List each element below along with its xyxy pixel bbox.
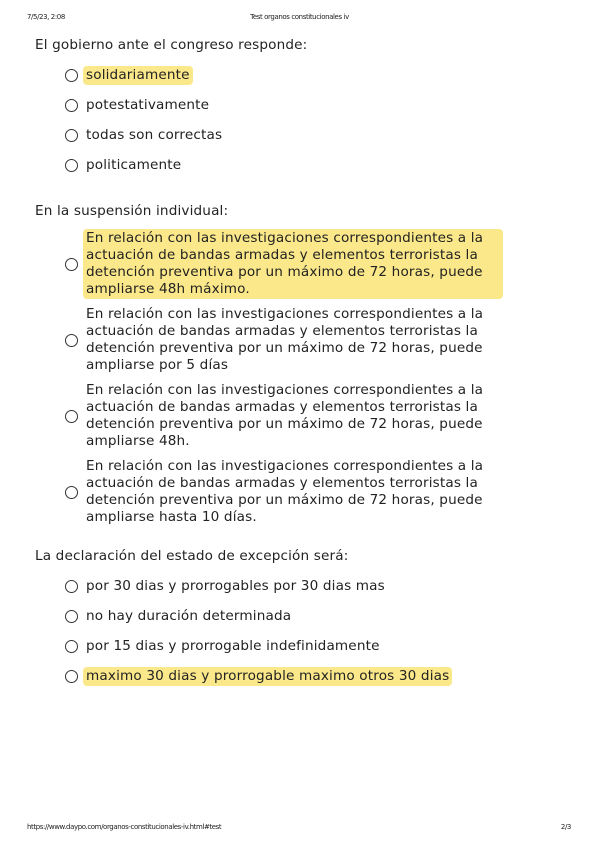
answer-label: por 15 dias y prorrogable indefinidamente — [86, 637, 380, 654]
radio-unchecked-icon[interactable] — [65, 334, 78, 347]
answer-option[interactable] — [65, 226, 579, 302]
radio-unchecked-icon[interactable] — [65, 410, 78, 423]
answer-label: maximo 30 dias y prorrogable maximo otros 30 dias — [83, 667, 452, 686]
radio-unchecked-icon[interactable] — [65, 610, 78, 623]
answer-option[interactable] — [65, 571, 579, 601]
answer-option[interactable] — [65, 454, 579, 530]
answer-option[interactable] — [65, 631, 579, 661]
answer-options — [65, 571, 579, 691]
answer-option[interactable] — [65, 302, 579, 378]
answer-option[interactable] — [65, 601, 579, 631]
answer-label: por 30 dias y prorrogables por 30 dias mas — [86, 577, 385, 594]
print-page-title: Test organos constitucionales iv — [250, 13, 349, 21]
question-1 — [35, 37, 579, 180]
print-page-number: 2/3 — [560, 823, 571, 831]
radio-unchecked-icon[interactable] — [65, 99, 78, 112]
print-datetime: 7/5/23, 2:08 — [27, 13, 65, 21]
question-text: El gobierno ante el congreso responde: — [35, 37, 308, 53]
answer-option[interactable] — [65, 120, 579, 150]
print-url: https://www.daypo.com/organos-constitucionales-iv.html#test — [27, 823, 222, 831]
answer-label: En relación con las investigaciones correspondientes a la actuación de bandas armadas y elementos terroristas la detención preventiva por un máximo de 72 horas, puede ampliarse 48h máximo. — [83, 229, 503, 299]
answer-options — [65, 226, 579, 530]
answer-option[interactable] — [65, 60, 579, 90]
question-text: En la suspensión individual: — [35, 203, 229, 219]
answer-option[interactable] — [65, 661, 579, 691]
radio-unchecked-icon[interactable] — [65, 129, 78, 142]
question-3 — [35, 548, 579, 691]
radio-unchecked-icon[interactable] — [65, 258, 78, 271]
answer-label: En relación con las investigaciones correspondientes a la actuación de bandas armadas y elementos terroristas la detención preventiva por un máximo de 72 horas, puede ampliarse 48h. — [86, 382, 484, 449]
answer-label: politicamente — [86, 156, 182, 173]
answer-label: potestativamente — [86, 96, 210, 113]
answer-label: todas son correctas — [86, 126, 223, 143]
answer-options — [65, 60, 579, 180]
answer-label: En relación con las investigaciones correspondientes a la actuación de bandas armadas y elementos terroristas la detención preventiva por un máximo de 72 horas, puede ampliarse por 5 días — [86, 306, 484, 373]
question-2 — [35, 203, 579, 530]
answer-label: En relación con las investigaciones correspondientes a la actuación de bandas armadas y elementos terroristas la detención preventiva por un máximo de 72 horas, puede ampliarse hasta 10 días. — [86, 458, 484, 525]
radio-unchecked-icon[interactable] — [65, 69, 78, 82]
radio-unchecked-icon[interactable] — [65, 640, 78, 653]
radio-unchecked-icon[interactable] — [65, 580, 78, 593]
radio-unchecked-icon[interactable] — [65, 670, 78, 683]
answer-label: solidariamente — [83, 66, 193, 85]
radio-unchecked-icon[interactable] — [65, 159, 78, 172]
question-text: La declaración del estado de excepción será: — [35, 548, 349, 564]
radio-unchecked-icon[interactable] — [65, 486, 78, 499]
answer-label: no hay duración determinada — [86, 607, 292, 624]
answer-option[interactable] — [65, 90, 579, 120]
answer-option[interactable] — [65, 378, 579, 454]
answer-option[interactable] — [65, 150, 579, 180]
